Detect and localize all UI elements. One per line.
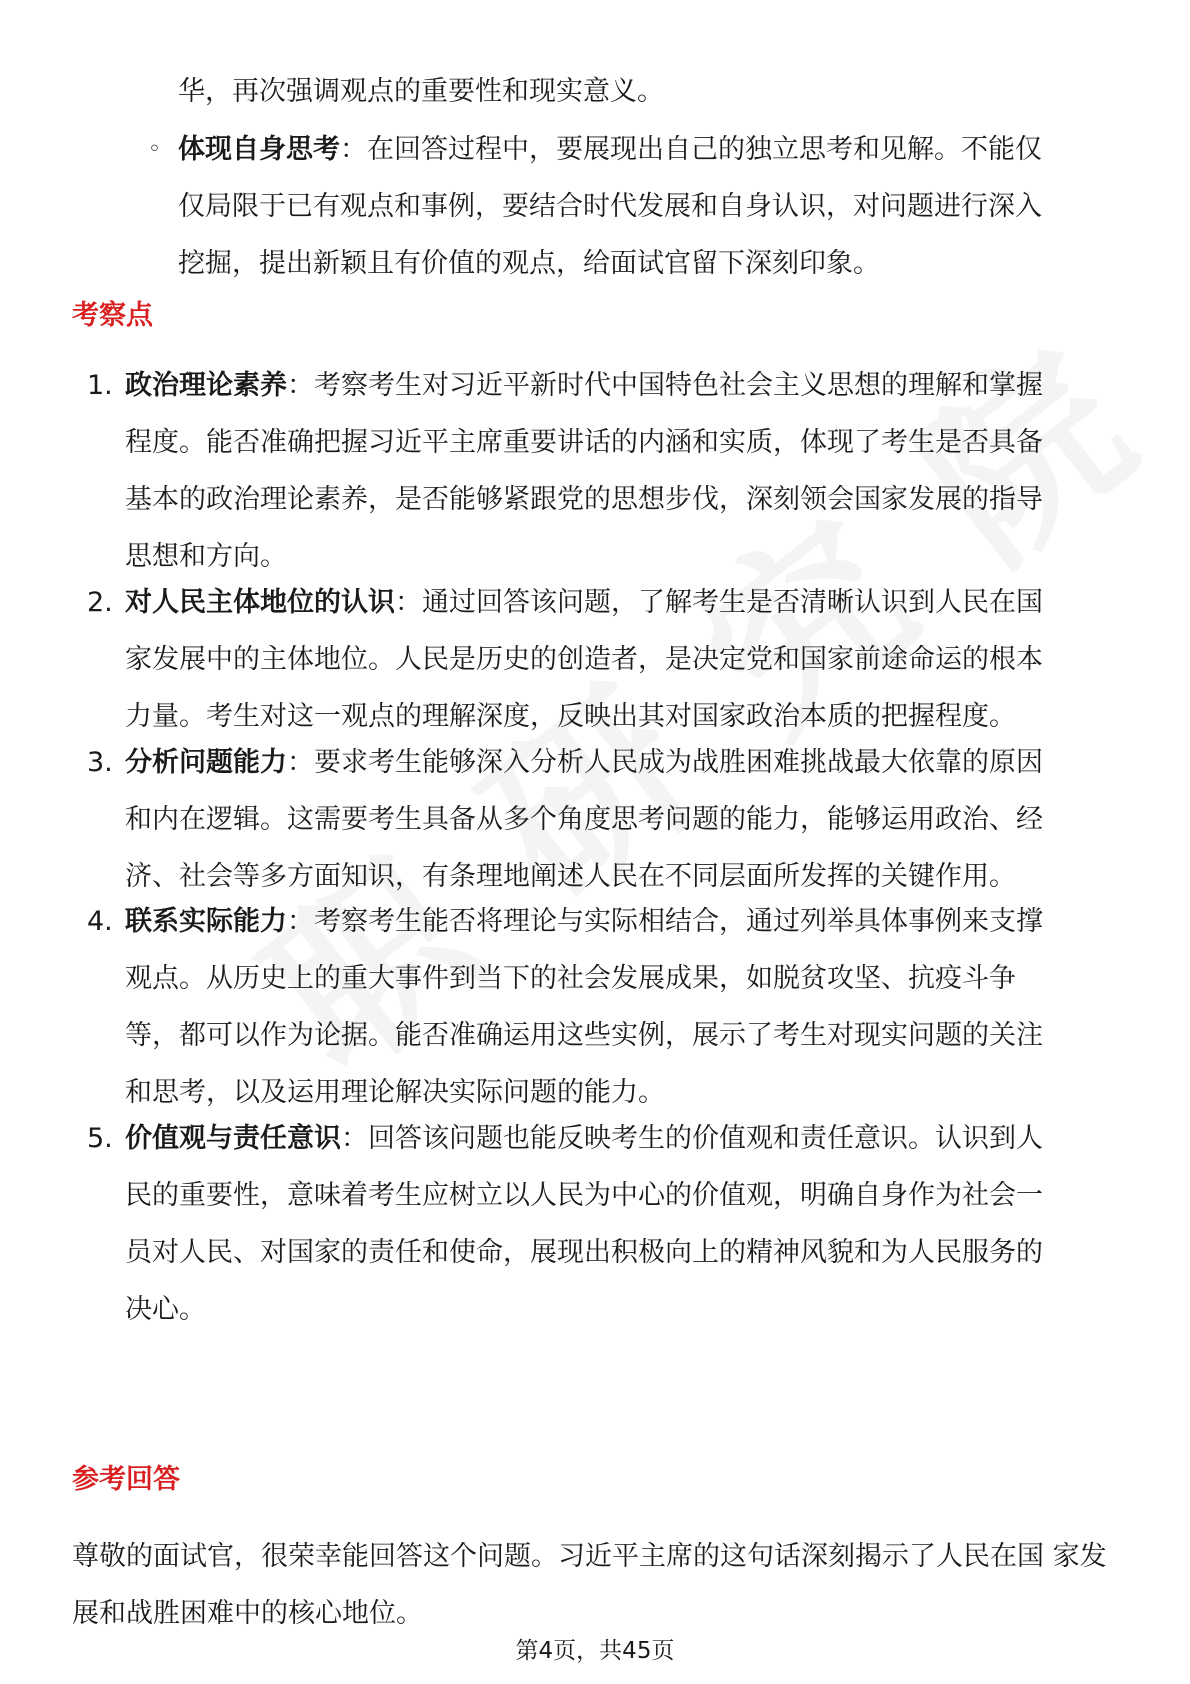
list-item-line: 和思考，以及运用理论解决实际问题的能力。 xyxy=(125,1077,665,1108)
list-item-line: 程度。能否准确把握习近平主席重要讲话的内涵和实质，体现了考生是否具备 xyxy=(125,427,1043,458)
list-item xyxy=(87,1110,1115,1338)
paragraph-line: 尊敬的面试官，很荣幸能回答这个问题。习近平主席的这句话深刻揭示了人民在国 xyxy=(72,1541,1044,1572)
list-item xyxy=(87,574,1115,745)
list-item-line: 等，都可以作为论据。能否准确运用这些实例，展示了考生对现实问题的关注 xyxy=(125,1020,1043,1051)
sub-bullet-line: 仅局限于已有观点和事例，要结合时代发展和自身认识，对问题进行深入 xyxy=(178,191,1042,222)
list-item-term: 价值观与责任意识 xyxy=(125,1123,341,1154)
sub-bullet-line: ：在回答过程中，要展现出自己的独立思考和见解。不能仅 xyxy=(340,134,1042,165)
list-item-line: 家发展中的主体地位。人民是历史的创造者，是决定党和国家前途命运的根本 xyxy=(125,644,1043,675)
list-item-line: ：考察考生对习近平新时代中国特色社会主义思想的理解和掌握 xyxy=(287,370,1043,401)
list-item xyxy=(87,357,1115,585)
list-item-line: 济、社会等多方面知识，有条理地阐述人民在不同层面所发挥的关键作用。 xyxy=(125,861,1016,892)
list-item-number: 5. xyxy=(87,1123,113,1154)
continued-text: 华，再次强调观点的重要性和现实意义。 xyxy=(178,76,664,107)
list-item-line: 基本的政治理论素养，是否能够紧跟党的思想步伐，深刻领会国家发展的指导 xyxy=(125,484,1043,515)
list-item xyxy=(87,734,1115,905)
list-item-number: 2. xyxy=(87,587,113,618)
list-item-line: ：回答该问题也能反映考生的价值观和责任意识。认识到人 xyxy=(341,1123,1043,1154)
paragraph-line: 家发展和战胜困难中的核心地位。 xyxy=(72,1541,1107,1629)
list-item-number: 3. xyxy=(87,747,113,778)
list-item xyxy=(87,893,1115,1121)
page-number: 第4页，共45页 xyxy=(515,1638,675,1664)
section-heading-exam-points: 考察点 xyxy=(72,300,153,331)
list-item-term: 联系实际能力 xyxy=(125,906,287,937)
sub-bullet-line: 挖掘，提出新颖且有价值的观点，给面试官留下深刻印象。 xyxy=(178,248,880,279)
section-heading-reference-answer: 参考回答 xyxy=(72,1464,180,1495)
list-item-line: 和内在逻辑。这需要考生具备从多个角度思考问题的能力，能够运用政治、经 xyxy=(125,804,1043,835)
list-item-number: 1. xyxy=(87,370,113,401)
list-item-line: 力量。考生对这一观点的理解深度，反映出其对国家政治本质的把握程度。 xyxy=(125,701,1016,732)
hollow-bullet-icon: ◦ xyxy=(148,137,161,162)
sub-bullet-item xyxy=(148,121,1123,292)
sub-bullet-term: 体现自身思考 xyxy=(178,134,340,165)
list-item-line: 思想和方向。 xyxy=(125,541,287,572)
list-item-line: ：要求考生能够深入分析人民成为战胜困难挑战最大依靠的原因 xyxy=(287,747,1043,778)
list-item-term: 政治理论素养 xyxy=(125,370,287,401)
list-item-number: 4. xyxy=(87,906,113,937)
list-item-line: 决心。 xyxy=(125,1294,206,1325)
list-item-term: 分析问题能力 xyxy=(125,747,287,778)
list-item-line: ：通过回答该问题，了解考生是否清晰认识到人民在国 xyxy=(395,587,1043,618)
list-item-term: 对人民主体地位的认识 xyxy=(125,587,395,618)
reference-answer-paragraph xyxy=(72,1528,1122,1642)
list-item-line: 民的重要性，意味着考生应树立以人民为中心的价值观，明确自身作为社会一 xyxy=(125,1180,1043,1211)
list-item-line: 员对人民、对国家的责任和使命，展现出积极向上的精神风貌和为人民服务的 xyxy=(125,1237,1043,1268)
list-item-line: ：考察考生能否将理论与实际相结合，通过列举具体事例来支撑 xyxy=(287,906,1043,937)
list-item-line: 观点。从历史上的重大事件到当下的社会发展成果，如脱贫攻坚、抗疫斗争 xyxy=(125,963,1016,994)
